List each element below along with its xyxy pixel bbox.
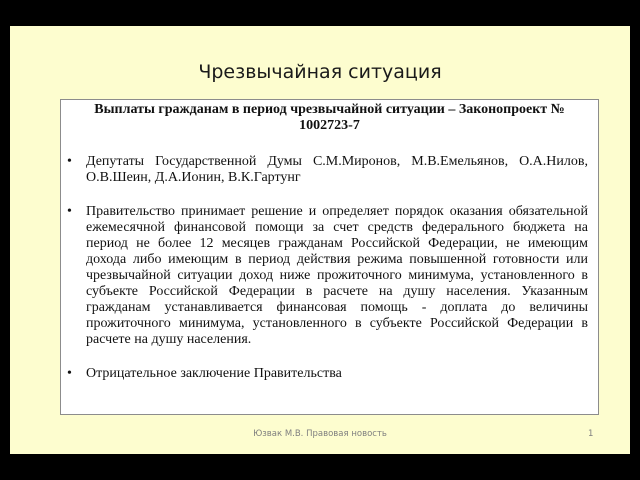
bullet-list <box>67 154 588 382</box>
bullet-item-negative-conclusion <box>67 366 588 382</box>
bullet-icon: • <box>67 204 72 219</box>
bullet-text: Отрицательное заключение Правительства <box>86 366 342 381</box>
bullet-item-government-decision <box>67 204 588 348</box>
content-box <box>60 99 599 415</box>
page-number: 1 <box>588 429 594 439</box>
bullet-item-deputies <box>67 154 588 186</box>
footer-author: Юзвак М.В. Правовая новость <box>253 429 387 439</box>
bullet-icon: • <box>67 154 72 169</box>
slide <box>10 26 630 454</box>
bullet-icon: • <box>67 366 72 381</box>
slide-title: Чрезвычайная ситуация <box>198 61 442 83</box>
box-heading: Выплаты гражданам в период чрезвычайной ситуации – Законопроект № 1002723-7 <box>94 102 565 133</box>
bullet-text: Правительство принимает решение и определяет порядок оказания обязательной ежемесячной финансовой помощи за счет средств федерального бюджета на период не более 12 месяцев гражданам Российской Федерации, не имеющим дохода либо имеющим в период действия режима повышенной готовности или чрезвычайной ситуации доход ниже прожиточного минимума, установленного в субъекте Российской Федерации в расчете на душу населения. Указанным гражданам устанавливается финансовая помощь - доплата до величины прожиточного минимума, установленного в субъекте Российской Федерации в расчете на душу населения. <box>86 204 588 347</box>
bullet-text: Депутаты Государственной Думы С.М.Миронов, М.В.Емельянов, О.А.Нилов, О.В.Шеин, Д.А.Ионин, В.К.Гартунг <box>86 154 588 185</box>
